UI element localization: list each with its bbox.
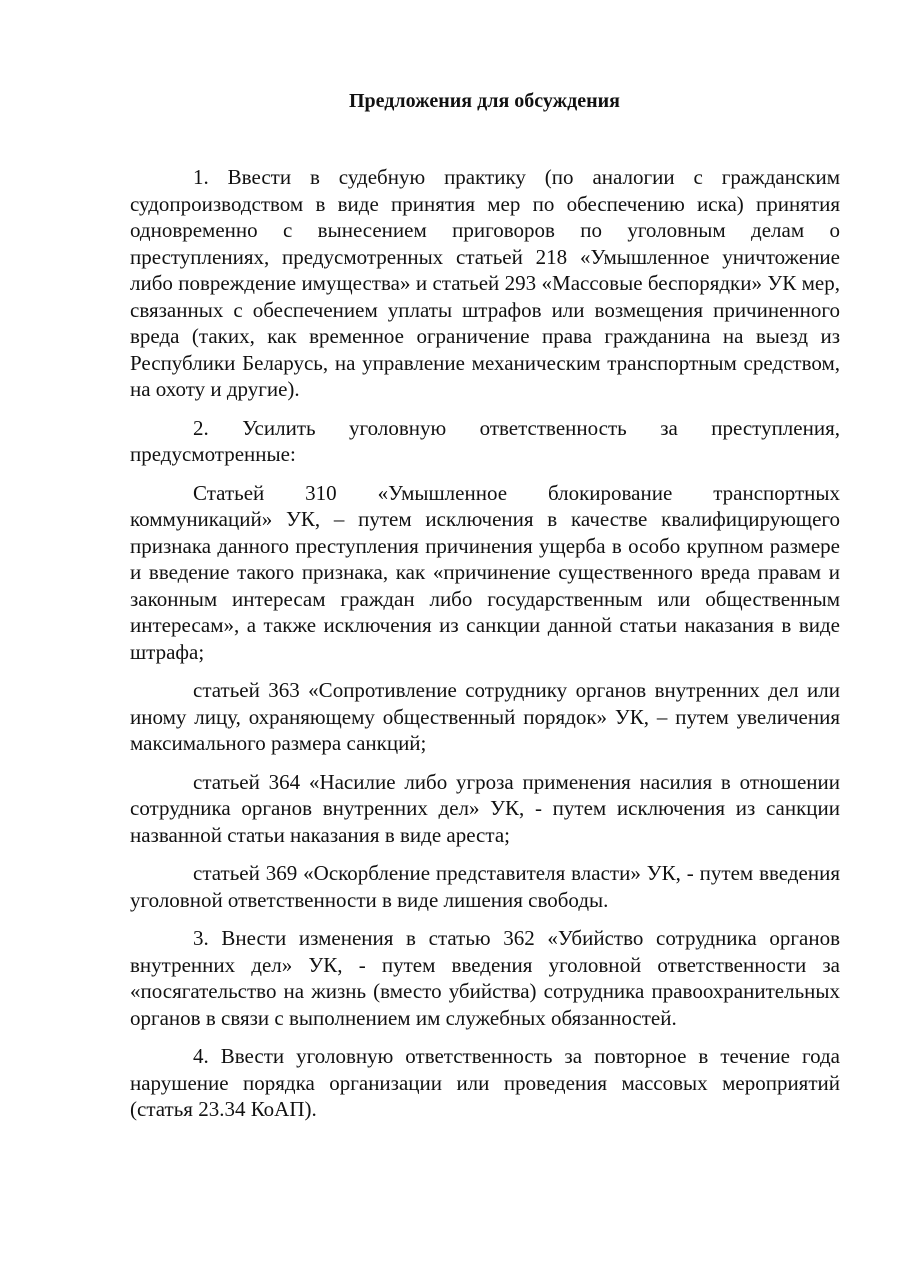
document-title: Предложения для обсуждения bbox=[349, 90, 620, 112]
paragraph-proposal-1: 1. Ввести в судебную практику (по аналогии с гражданским судопроизводством в виде принятия мер по обеспечению иска) принятия одновременно с вынесением приговоров по уголовным делам о преступлениях, предусмотренных статьей 218 «Умышленное уничтожение либо повреждение имущества» и статьей 293 «Массовые беспорядки» УК мер, связанных с обеспечением уплаты штрафов или возмещения причиненного вреда (таких, как временное ограничение права гражданина на выезд из Республики Беларусь, на управление механическим транспортным средством, на охоту и другие). bbox=[130, 165, 840, 401]
paragraph-proposal-4: 4. Ввести уголовную ответственность за повторное в течение года нарушение порядка организации или проведения массовых мероприятий (статья 23.34 КоАП). bbox=[130, 1044, 840, 1121]
paragraph-article-363: статьей 363 «Сопротивление сотруднику органов внутренних дел или иному лицу, охраняющему общественный порядок» УК, – путем увеличения максимального размера санкций; bbox=[130, 678, 840, 755]
paragraph-proposal-2: 2. Усилить уголовную ответственность за преступления, предусмотренные: bbox=[130, 415, 840, 466]
paragraph-article-310: Статьей 310 «Умышленное блокирование транспортных коммуникаций» УК, – путем исключения в качестве квалифицирующего признака данного преступления причинения ущерба в особо крупном размере и введение такого признака, как «причинение существенного вреда правам и законным интересам граждан либо государственным или общественным интересам», а также исключения из санкции данной статьи наказания в виде штрафа; bbox=[130, 480, 840, 664]
paragraph-article-369: статьей 369 «Оскорбление представителя власти» УК, - путем введения уголовной ответственности в виде лишения свободы. bbox=[130, 861, 840, 912]
document-body bbox=[130, 164, 840, 1135]
paragraph-article-364: статьей 364 «Насилие либо угроза применения насилия в отношении сотрудника органов внутренних дел» УК, - путем исключения из санкции названной статьи наказания в виде ареста; bbox=[130, 769, 840, 847]
paragraph-proposal-3: 3. Внести изменения в статью 362 «Убийство сотрудника органов внутренних дел» УК, - путем введения уголовной ответственности за «посягательство на жизнь (вместо убийства) сотрудника правоохранительных органов в связи с выполнением им служебных обязанностей. bbox=[130, 926, 840, 1030]
